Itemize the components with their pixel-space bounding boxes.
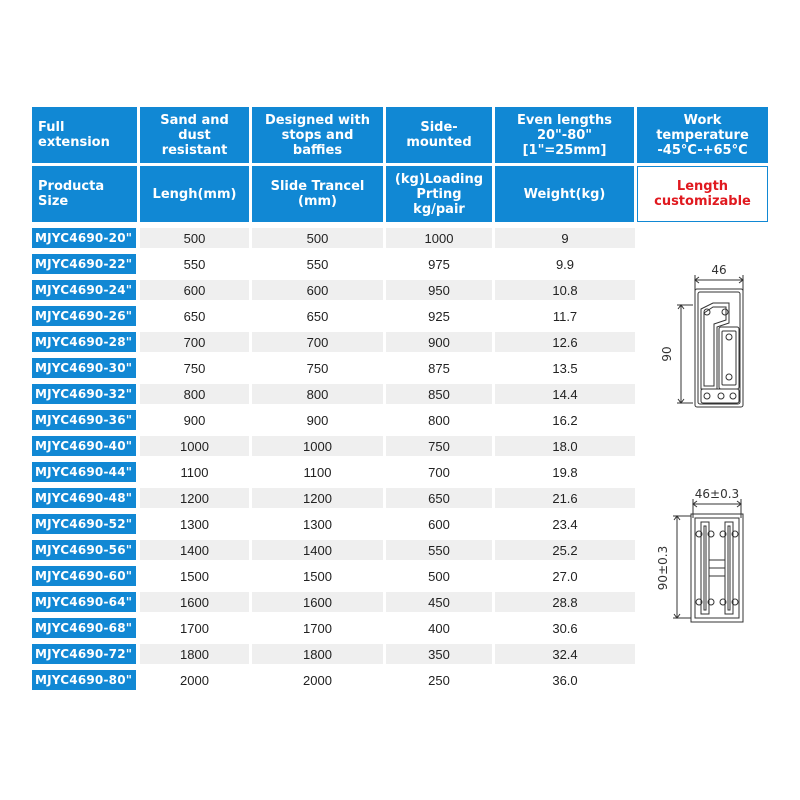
travel-cell: 1700 — [303, 620, 332, 636]
weight-cell: 36.0 — [552, 672, 578, 688]
table-row — [32, 618, 635, 638]
weight-cell: 32.4 — [495, 644, 635, 664]
table-row — [32, 462, 635, 482]
travel-cell: 700 — [252, 332, 383, 352]
travel-cell: 750 — [306, 360, 329, 376]
load-cell: 925 — [428, 308, 450, 324]
table-row — [32, 514, 635, 534]
length-cell: 2000 — [180, 672, 209, 688]
slide-profile-drawing-2 — [655, 484, 765, 634]
header-side-mounted: Side-mounted — [386, 107, 492, 163]
table-row — [32, 410, 635, 430]
model-cell: MJYC4690-28" — [32, 332, 136, 352]
table-row — [32, 228, 635, 248]
weight-cell: 18.0 — [495, 436, 635, 456]
length-cell: 1500 — [180, 568, 209, 584]
travel-cell: 1500 — [303, 568, 332, 584]
model-cell: MJYC4690-48" — [32, 488, 136, 508]
model-cell: MJYC4690-36" — [32, 410, 136, 430]
weight-cell: 12.6 — [495, 332, 635, 352]
drawing2-width-label: 46±0.3 — [694, 487, 740, 501]
model-cell: MJYC4690-30" — [32, 358, 136, 378]
weight-cell: 16.2 — [552, 412, 578, 428]
drawing1-height-label: 90 — [660, 346, 674, 362]
table-row — [32, 592, 635, 612]
weight-cell: 10.8 — [495, 280, 635, 300]
travel-cell: 550 — [306, 256, 329, 272]
length-cell: 1200 — [140, 488, 249, 508]
header-length-customizable: Length customizable — [637, 166, 768, 222]
slide-profile-drawing-1 — [655, 265, 765, 415]
model-cell: MJYC4690-26" — [32, 306, 136, 326]
load-cell: 250 — [428, 672, 450, 688]
header-slide-travel: Slide Trancel (mm) — [252, 166, 383, 222]
weight-cell: 25.2 — [495, 540, 635, 560]
weight-cell: 9.9 — [555, 256, 575, 272]
load-cell: 650 — [386, 488, 492, 508]
table-row — [32, 280, 635, 300]
load-cell: 950 — [386, 280, 492, 300]
model-cell: MJYC4690-44" — [32, 462, 136, 482]
load-cell: 450 — [386, 592, 492, 612]
travel-cell: 800 — [252, 384, 383, 404]
length-cell: 550 — [183, 256, 206, 272]
table-row — [32, 384, 635, 404]
weight-cell: 9 — [495, 228, 635, 248]
load-cell: 400 — [428, 620, 450, 636]
table-row — [32, 436, 635, 456]
header-weight: Weight(kg) — [495, 166, 634, 222]
weight-cell: 27.0 — [552, 568, 578, 584]
model-cell: MJYC4690-24" — [32, 280, 136, 300]
model-cell: MJYC4690-64" — [32, 592, 136, 612]
table-row — [32, 644, 635, 664]
length-cell: 750 — [183, 360, 206, 376]
drawing2-height-label: 90±0.3 — [656, 545, 670, 591]
model-cell: MJYC4690-40" — [32, 436, 136, 456]
length-cell: 600 — [140, 280, 249, 300]
weight-cell: 11.7 — [552, 308, 578, 324]
load-cell: 800 — [428, 412, 450, 428]
length-cell: 800 — [140, 384, 249, 404]
load-cell: 900 — [386, 332, 492, 352]
load-cell: 600 — [428, 516, 450, 532]
model-cell: MJYC4690-60" — [32, 566, 136, 586]
travel-cell: 600 — [252, 280, 383, 300]
load-cell: 750 — [386, 436, 492, 456]
travel-cell: 1400 — [252, 540, 383, 560]
length-cell: 1700 — [180, 620, 209, 636]
weight-cell: 28.8 — [495, 592, 635, 612]
model-cell: MJYC4690-56" — [32, 540, 136, 560]
travel-cell: 1000 — [252, 436, 383, 456]
header-full-extension: Full extension — [32, 107, 137, 163]
weight-cell: 14.4 — [495, 384, 635, 404]
load-cell: 850 — [386, 384, 492, 404]
header-sand-dust: Sand and dust resistant — [140, 107, 249, 163]
travel-cell: 900 — [306, 412, 329, 428]
model-cell: MJYC4690-20" — [32, 228, 136, 248]
weight-cell: 13.5 — [552, 360, 578, 376]
table-row — [32, 488, 635, 508]
table-row — [32, 670, 635, 690]
table-row — [32, 566, 635, 586]
length-cell: 1300 — [180, 516, 209, 532]
travel-cell: 1100 — [303, 464, 332, 480]
table-row — [32, 540, 635, 560]
load-cell: 550 — [386, 540, 492, 560]
load-cell: 350 — [386, 644, 492, 664]
length-cell: 1800 — [140, 644, 249, 664]
length-cell: 900 — [183, 412, 206, 428]
header-stops-baffies: Designed with stops and baffies — [252, 107, 383, 163]
weight-cell: 23.4 — [552, 516, 578, 532]
travel-cell: 2000 — [303, 672, 332, 688]
table-row — [32, 332, 635, 352]
length-cell: 500 — [140, 228, 249, 248]
table-row — [32, 254, 635, 274]
weight-cell: 19.8 — [552, 464, 578, 480]
model-cell: MJYC4690-32" — [32, 384, 136, 404]
load-cell: 875 — [428, 360, 450, 376]
model-cell: MJYC4690-80" — [32, 670, 136, 690]
travel-cell: 1600 — [252, 592, 383, 612]
load-cell: 700 — [428, 464, 450, 480]
weight-cell: 30.6 — [552, 620, 578, 636]
load-cell: 500 — [428, 568, 450, 584]
length-cell: 1100 — [180, 464, 209, 480]
load-cell: 975 — [428, 256, 450, 272]
table-row — [32, 358, 635, 378]
length-cell: 1000 — [140, 436, 249, 456]
header-work-temperature: Work temperature -45°C-+65°C — [637, 107, 768, 163]
length-cell: 700 — [140, 332, 249, 352]
travel-cell: 1200 — [252, 488, 383, 508]
model-cell: MJYC4690-72" — [32, 644, 136, 664]
header-even-lengths: Even lengths 20"-80"[1"=25mm] — [495, 107, 634, 163]
travel-cell: 650 — [306, 308, 329, 324]
header-loading: (kg)Loading Prting kg/pair — [386, 166, 492, 222]
model-cell: MJYC4690-52" — [32, 514, 136, 534]
header-product-size: Producta Size — [32, 166, 137, 222]
travel-cell: 1300 — [303, 516, 332, 532]
model-cell: MJYC4690-68" — [32, 618, 136, 638]
travel-cell: 1800 — [252, 644, 383, 664]
model-cell: MJYC4690-22" — [32, 254, 136, 274]
length-cell: 650 — [183, 308, 206, 324]
weight-cell: 21.6 — [495, 488, 635, 508]
load-cell: 1000 — [386, 228, 492, 248]
length-cell: 1400 — [140, 540, 249, 560]
header-length: Lengh(mm) — [140, 166, 249, 222]
table-row — [32, 306, 635, 326]
length-cell: 1600 — [140, 592, 249, 612]
drawing1-width-label: 46 — [711, 265, 727, 277]
travel-cell: 500 — [252, 228, 383, 248]
